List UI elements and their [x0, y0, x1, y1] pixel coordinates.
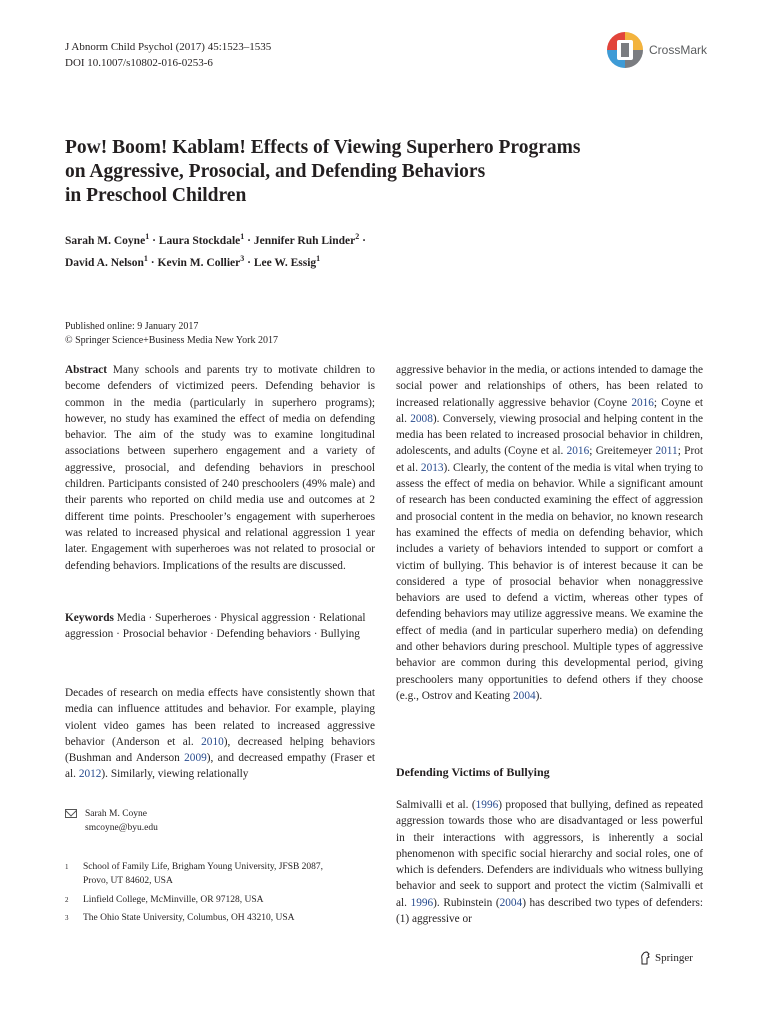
citation-link[interactable]: 2012: [78, 768, 102, 781]
body-text: Decades of research on media effects have consistently shown that media can influence attitudes and behavior. For example, playing violent video games has been related to increased aggressive behavior (Anderson et al.: [65, 687, 375, 748]
author-name[interactable]: Kevin M. Collier: [157, 256, 241, 269]
author-separator: ·: [152, 234, 156, 247]
author-separator: ·: [362, 234, 366, 247]
intro-paragraph-left: [65, 685, 375, 783]
body-text: ; Coyne et al.: [396, 396, 703, 425]
keywords-text: Media · Superheroes · Physical aggression · Relational aggression · Prosocial behavior · Defending behaviors · Bullying: [65, 612, 366, 641]
citation-link[interactable]: 2016: [631, 396, 654, 409]
section-paragraph: [396, 797, 703, 927]
author-name[interactable]: David A. Nelson: [65, 256, 144, 269]
citation-link[interactable]: 2008: [410, 412, 433, 425]
affiliation-mark: 1: [316, 253, 321, 263]
body-text: ). Clearly, the content of the media is vital when trying to assess the effect of media on behavior. While a significant amount of research has been conducted examining the effect of aggression and prosocial content in the media on behavior, no known research has examined the effects of media on defending behavior, which includes a variety of behaviors intended to support or comfort a victim of bullying. This behavior is of interest because it can be considered a type of prosocial behavior when nonaggressive behaviors are used to defend a victim, whereas other types of defending behaviors may utilize aggressive means. We examine the effect of media (and in particular superhero media) on defending and other behaviors during preschool. Multiple types of aggressive behavior are common during this developmental period, giving preschoolers many opportunities to defend others if they choose (e.g., Ostrov and Keating: [396, 461, 703, 702]
section-heading: Defending Victims of Bullying: [396, 765, 550, 779]
affiliation-number: 2: [65, 896, 69, 904]
affiliation-number: 1: [65, 863, 69, 871]
author-name[interactable]: Lee W. Essig: [253, 256, 317, 269]
citation-link[interactable]: 2004: [499, 896, 523, 909]
envelope-icon: [65, 809, 77, 818]
citation-link[interactable]: 2011: [655, 445, 678, 458]
body-text: aggressive behavior in the media, or actions intended to damage the social power and relationships of others, has been related to increased relationally aggressive behavior (Coyne: [396, 364, 703, 409]
keywords: [65, 610, 375, 643]
corresponding-author: Sarah M. Coyne: [85, 809, 148, 819]
published-date: Published online: 9 January 2017: [65, 321, 199, 332]
keywords-label: Keywords: [65, 612, 114, 624]
citation-link[interactable]: 1996: [475, 799, 499, 811]
affiliation: [65, 860, 375, 888]
title-line: in Preschool Children: [65, 185, 247, 206]
author-name[interactable]: Laura Stockdale: [158, 234, 241, 247]
copyright-line: © Springer Science+Business Media New York 2017: [65, 335, 278, 346]
abstract-label: Abstract: [65, 364, 108, 376]
citation-link[interactable]: 1996: [410, 896, 434, 909]
affiliation-mark: 1: [143, 253, 148, 263]
author-name[interactable]: Sarah M. Coyne: [65, 234, 146, 247]
affiliation-mark: 2: [355, 232, 360, 241]
author-line-2: [65, 250, 485, 272]
body-text: ) proposed that bullying, defined as repeated aggression towards those who are disadvantaged or less powerful in their interactions with aggressors, is inherently a social phenomenon with specific social hierarchy and social roles, one of which is defenders. Defenders are individuals who witness bullying behavior and seek to support and protect the victim (Salmivalli et al.: [396, 799, 703, 909]
author-separator: ·: [247, 256, 251, 269]
citation-link[interactable]: 2016: [566, 445, 590, 458]
citation-link[interactable]: 2004: [513, 689, 536, 702]
affiliation-line: Linfield College, McMinville, OR 97128, USA: [83, 895, 264, 905]
body-text: ). Similarly, viewing relationally: [101, 768, 249, 781]
body-text: ). Conversely, viewing prosocial and helping content in the media has been related to increased prosocial behavior in children, adolescents, and adults (Coyne et al.: [396, 412, 703, 458]
affiliation-mark: 3: [240, 253, 245, 263]
body-text: ). Rubinstein (: [433, 896, 500, 909]
body-text: ), decreased helping behaviors (Bushman and Anderson: [65, 735, 375, 765]
affiliation-line: The Ohio State University, Columbus, OH 43210, USA: [83, 913, 295, 923]
affiliation-number: 3: [65, 914, 69, 922]
affiliation-mark: 1: [145, 232, 150, 241]
springer-horse-icon: [639, 951, 651, 965]
publication-info: [65, 320, 278, 348]
journal-citation: J Abnorm Child Psychol (2017) 45:1523–1535: [65, 41, 272, 53]
abstract-text: Many schools and parents try to motivate children to become defenders of victimized peers. Defending behavior is common in the media (particularly in superhero programs); however, no study has examined the effect of media on defending behavior. The aim of the study was to examine longitudinal associations between superhero engagement and a variety of aggressive, prosocial, and defending behaviors in preschool children. Participants consisted of 240 preschoolers (49% male) and their parents who reported on child media use and outcomes at 2 different time points. Preschooler’s engagement with superheroes was related to increased physical and relational aggression 1 year later. Engagement with superheroes was not related to prosocial or defending behaviors. Implications of the results are discussed.: [65, 364, 376, 572]
citation-link[interactable]: 2010: [201, 735, 224, 748]
affiliation-line: School of Family Life, Brigham Young University, JFSB 2087,: [83, 862, 324, 872]
author-separator: ·: [150, 256, 155, 269]
author-name[interactable]: Jennifer Ruh Linder: [253, 234, 356, 247]
body-text: ), and decreased empathy (Fraser et al.: [65, 752, 375, 781]
title-line: on Aggressive, Prosocial, and Defending Behaviors: [65, 161, 486, 182]
author-list: [65, 228, 485, 272]
correspondence: [65, 807, 375, 835]
body-text: ; Greitemeyer: [589, 445, 656, 458]
body-text: ) has described two types of defenders: (1) aggressive or: [396, 896, 703, 926]
citation-link[interactable]: 2013: [420, 461, 444, 474]
author-line-1: [65, 228, 485, 250]
body-text: ).: [535, 689, 543, 702]
title-line: Pow! Boom! Kablam! Effects of Viewing Superhero Programs: [65, 137, 581, 158]
publisher-name: Springer: [655, 952, 693, 964]
intro-paragraph-right: [396, 362, 703, 704]
crossmark-icon: [607, 32, 643, 68]
citation-link[interactable]: 2009: [184, 752, 207, 765]
affiliation: [65, 893, 375, 907]
author-separator: ·: [247, 234, 251, 247]
affiliation-line: Provo, UT 84602, USA: [83, 876, 173, 886]
crossmark-badge[interactable]: [607, 32, 707, 68]
abstract: [65, 362, 375, 574]
article-title: [65, 136, 705, 208]
body-text: ; Prot et al.: [396, 445, 703, 474]
body-text: Salmivalli et al. (: [396, 799, 476, 811]
corresponding-email[interactable]: smcoyne@byu.edu: [85, 823, 158, 833]
affiliation: [65, 911, 375, 925]
affiliation-mark: 1: [240, 232, 245, 241]
publisher-logo: [639, 951, 693, 965]
doi-line[interactable]: DOI 10.1007/s10802-016-0253-6: [65, 57, 213, 69]
crossmark-label: CrossMark: [649, 43, 708, 57]
